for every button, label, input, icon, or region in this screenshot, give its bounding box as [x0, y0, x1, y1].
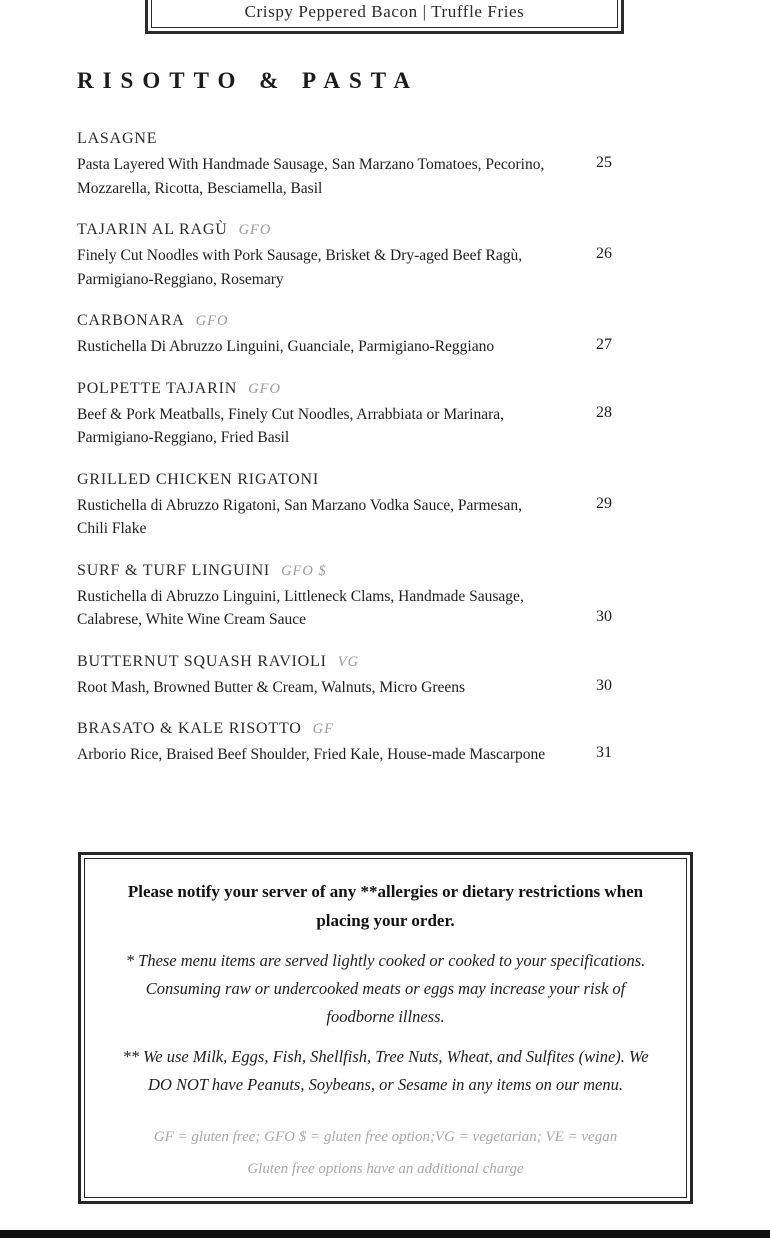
dietary-tag: VG — [337, 653, 360, 670]
item-description: Beef & Pork Meatballs, Finely Cut Noodles, Arrabbiata or Marinara, Parmigiano-Reggiano, Fried Basil — [77, 405, 505, 446]
menu-item — [77, 651, 612, 700]
item-price: 31 — [596, 744, 612, 761]
item-title-row — [77, 560, 547, 582]
item-main — [77, 128, 547, 200]
item-name: BRASATO & KALE RISOTTO — [77, 720, 302, 737]
item-main — [77, 219, 547, 291]
item-main — [77, 651, 547, 700]
notice-heading: Please notify your server of any **allergies or dietary restrictions when placing your order. — [127, 882, 644, 930]
notice-box-inner — [84, 858, 687, 1198]
bottom-bar — [0, 1230, 770, 1238]
item-description: Finely Cut Noodles with Pork Sausage, Brisket & Dry-aged Beef Ragù, Parmigiano-Reggiano, Rosemary — [77, 247, 523, 288]
item-title-row — [77, 310, 547, 332]
item-name: CARBONARA — [77, 312, 185, 329]
menu-list — [77, 128, 612, 767]
item-main — [77, 310, 547, 359]
menu-item — [77, 718, 612, 767]
item-description: Rustichella Di Abruzzo Linguini, Guanciale, Parmigiano-Reggiano — [77, 338, 495, 355]
item-price: 29 — [596, 494, 612, 512]
menu-item — [77, 128, 612, 200]
dietary-legend-line1: GF = gluten free; GFO $ = gluten free option;VG = vegetarian; VE = vegan — [153, 1129, 618, 1145]
menu-item — [77, 469, 612, 541]
menu-item — [77, 310, 612, 359]
item-description: Rustichella di Abruzzo Rigatoni, San Marzano Vodka Sauce, Parmesan, Chili Flake — [77, 496, 522, 537]
item-name: LASAGNE — [77, 130, 158, 147]
item-price: 27 — [596, 336, 612, 353]
item-description: Pasta Layered With Handmade Sausage, San Marzano Tomatoes, Pecorino, Mozzarella, Ricotta, Besciamella, Basil — [77, 156, 545, 197]
item-price: 30 — [596, 607, 612, 625]
item-title-row — [77, 651, 547, 673]
notice-cooked-disclaimer: * These menu items are served lightly cooked or cooked to your specifications. Consuming raw or undercooked meats or eggs may increase your risk of foodborne illness. — [125, 951, 646, 1026]
item-price: 26 — [596, 245, 612, 262]
item-price: 25 — [596, 154, 612, 171]
item-price: 30 — [596, 676, 612, 694]
section-title: RISOTTO & PASTA — [77, 68, 420, 93]
item-name: GRILLED CHICKEN RIGATONI — [77, 470, 319, 488]
item-main — [77, 560, 547, 632]
dietary-tag: GFO $ — [281, 562, 327, 579]
item-title-row — [77, 378, 547, 400]
item-name: BUTTERNUT SQUASH RAVIOLI — [77, 652, 327, 670]
item-main — [77, 378, 547, 450]
item-description: Rustichella di Abruzzo Linguini, Littleneck Clams, Handmade Sausage, Calabrese, White Wine Cream Sauce — [77, 587, 524, 628]
notice-box — [78, 852, 693, 1204]
item-description: Arborio Rice, Braised Beef Shoulder, Fried Kale, House-made Mascarpone — [77, 746, 546, 763]
dietary-legend — [111, 1121, 660, 1185]
item-name: POLPETTE TAJARIN — [77, 379, 238, 397]
item-title-row — [77, 469, 547, 491]
menu-item — [77, 378, 612, 450]
notice-allergen-disclaimer: ** We use Milk, Eggs, Fish, Shellfish, Tree Nuts, Wheat, and Sulfites (wine). We DO NOT have Peanuts, Soybeans, or Sesame in any items on our menu. — [122, 1047, 649, 1094]
menu-item — [77, 560, 612, 632]
item-main — [77, 718, 547, 767]
dietary-tag: GFO — [248, 380, 281, 397]
item-title-row — [77, 128, 547, 150]
item-description: Root Mash, Browned Butter & Cream, Walnuts, Micro Greens — [77, 678, 466, 696]
specials-text: Crispy Peppered Bacon | Truffle Fries — [151, 0, 618, 28]
item-title-row — [77, 718, 547, 740]
item-price: 28 — [596, 403, 612, 421]
item-main — [77, 469, 547, 541]
dietary-tag: GFO — [238, 222, 272, 238]
menu-item — [77, 219, 612, 291]
dietary-tag: GFO — [195, 313, 229, 329]
dietary-legend-line2: Gluten free options have an additional charge — [247, 1161, 524, 1177]
dietary-tag: GF — [312, 721, 334, 737]
item-name: TAJARIN AL RAGÙ — [77, 221, 228, 238]
item-name: SURF & TURF LINGUINI — [77, 561, 271, 579]
specials-box — [145, 0, 624, 34]
item-title-row — [77, 219, 547, 241]
